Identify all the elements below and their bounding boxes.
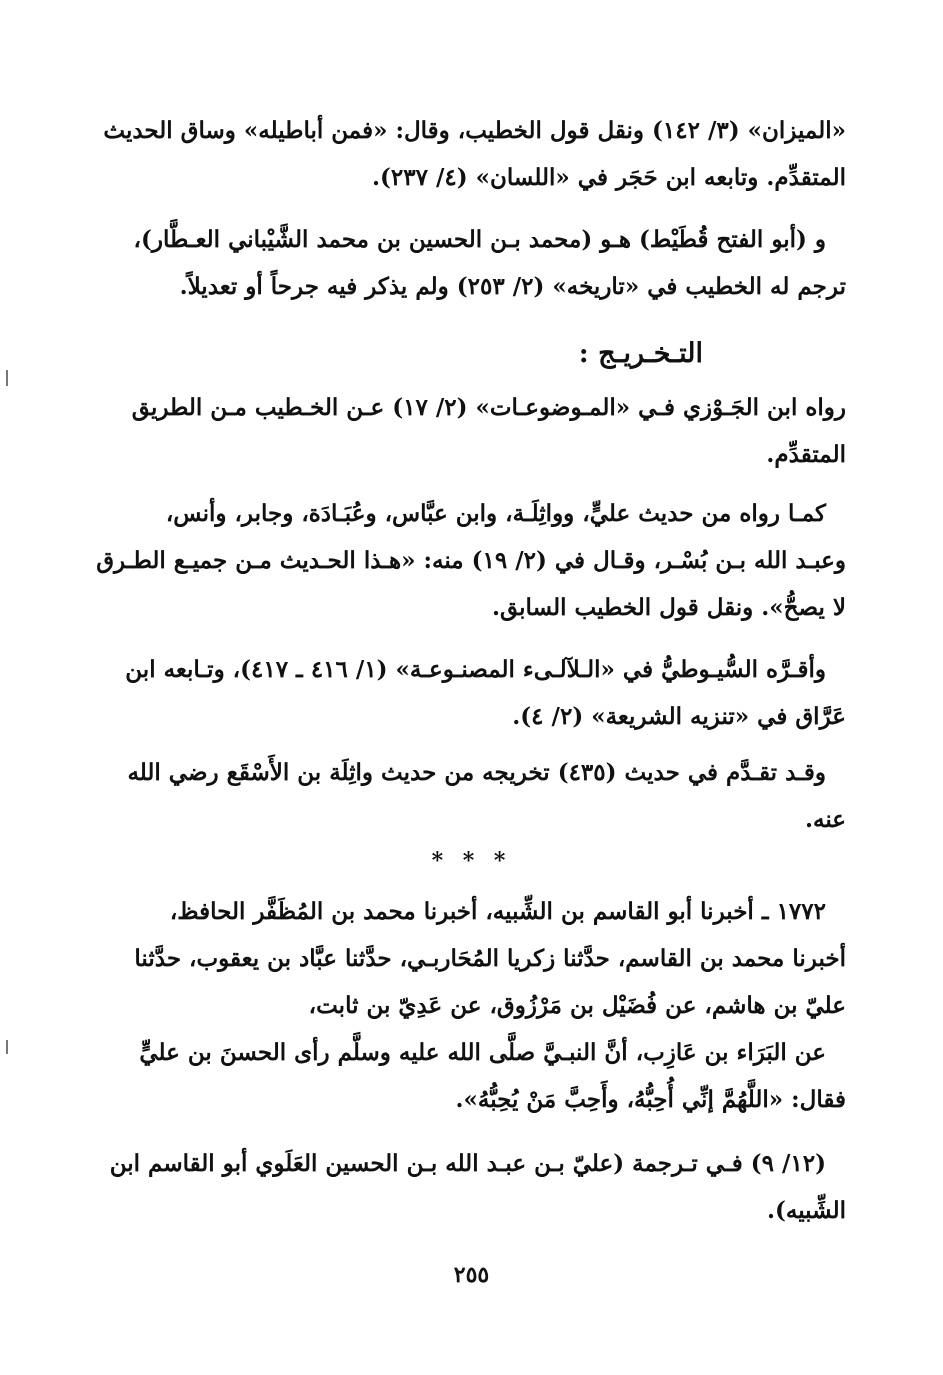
text-line: عليّ بن هاشم، عن فُضَيْل بن مَرْزُوق، عن عَدِيّ بن ثابت، xyxy=(308,992,846,1019)
paragraph-suyuti xyxy=(92,646,846,740)
paragraph-tarjama-reference xyxy=(92,1140,846,1234)
paragraph-mizan-reference xyxy=(92,107,846,201)
text-line: عن البَرَاء بن عَازِب، أنَّ النبـيَّ صلَّى الله عليه وسلَّم رأى الحسنَ بن عليٍّ xyxy=(139,1039,826,1066)
page-edge-mark xyxy=(6,1040,8,1054)
text-line: (١٢/ ٩) فـي تـرجمة (عليّ بـن عبـد الله بـن الحسين العَلَوي أبو القاسم ابن xyxy=(109,1150,826,1177)
text-line: ترجم له الخطيب في «تاريخه» (٢/ ٢٥٣) ولم يذكر فيه جرحاً أو تعديلاً. xyxy=(179,273,846,300)
paragraph-abu-al-fath xyxy=(92,216,846,310)
section-separator: * * * xyxy=(431,848,512,874)
text-line: الشِّبيه). xyxy=(766,1197,846,1224)
text-line: رواه ابن الجَـوْزي فـي «المـوضوعـات» (٢/ ١٧) عـن الخـطيب مـن الطريق xyxy=(131,394,846,421)
text-line: عنه. xyxy=(804,806,846,833)
text-line xyxy=(92,888,846,935)
text-line: «الميزان» (٣/ ١٤٢) ونقل قول الخطيب، وقال: «فمن أباطيله» وساق الحديث xyxy=(103,117,846,144)
page-number: ٢٥٥ xyxy=(453,1262,490,1288)
hadith-1772 xyxy=(92,888,846,1123)
text-line: وعبـد الله بـن بُسْـر، وقـال في (٢/ ١٩) منه: «هـذا الحـديث مـن جميـع الطـرق xyxy=(96,547,846,574)
text-line: كمـا رواه من حديث عليٍّ، وواثِلَـة، وابن عبَّاس، وعُبَـادَة، وجابر، وأنس، xyxy=(165,500,826,527)
paragraph-other-narrations xyxy=(92,490,846,631)
text-line: و (أبو الفتح قُطَيْط) هـو (محمد بـن الحسين بن محمد الشَّيْباني العـطَّار)، xyxy=(133,226,826,253)
text-line: أخبرنا محمد بن القاسم، حدَّثنا زكريا المُحَاربـي، حدَّثنا عبَّاد بن يعقوب، حدَّثنا xyxy=(134,945,846,972)
text-line: عَرَّاق في «تنزيه الشريعة» (٢/ ٤). xyxy=(512,703,846,730)
text-line: وأقـرَّه السُّيـوطيُّ في «الـلآلـىء المصنـوعـة» (١/ ٤١٦ ـ ٤١٧)، وتـابعه ابن xyxy=(125,656,826,683)
paragraph-ibn-al-jawzi xyxy=(92,384,846,478)
text-line: لا يصحُّ». ونقل قول الخطيب السابق. xyxy=(491,594,846,621)
hadith-number: ١٧٧٢ ـ xyxy=(761,898,826,925)
text-line: وقـد تقـدَّم في حديث (٤٣٥) تخريجه من حديث واثِلَة بن الأَسْقَع رضي الله xyxy=(127,759,826,786)
hadith-text: أخبرنا أبو القاسم بن الشِّبيه، أخبرنا محمد بن المُظَفَّر الحافظ، xyxy=(169,898,754,925)
text-line: المتقدِّم. وتابعه ابن حَجَر في «اللسان» (٤/ ٢٣٧). xyxy=(372,164,846,191)
page-edge-mark xyxy=(6,370,8,386)
text-line: فقال: «اللَّهُمَّ إنِّي أُحِبُّهُ، وأَحِبَّ مَنْ يُحِبُّهُ». xyxy=(455,1086,846,1113)
text-line: المتقدِّم. xyxy=(766,441,846,468)
paragraph-previous-hadith xyxy=(92,749,846,843)
section-heading: التـخـريـج : xyxy=(578,338,703,369)
